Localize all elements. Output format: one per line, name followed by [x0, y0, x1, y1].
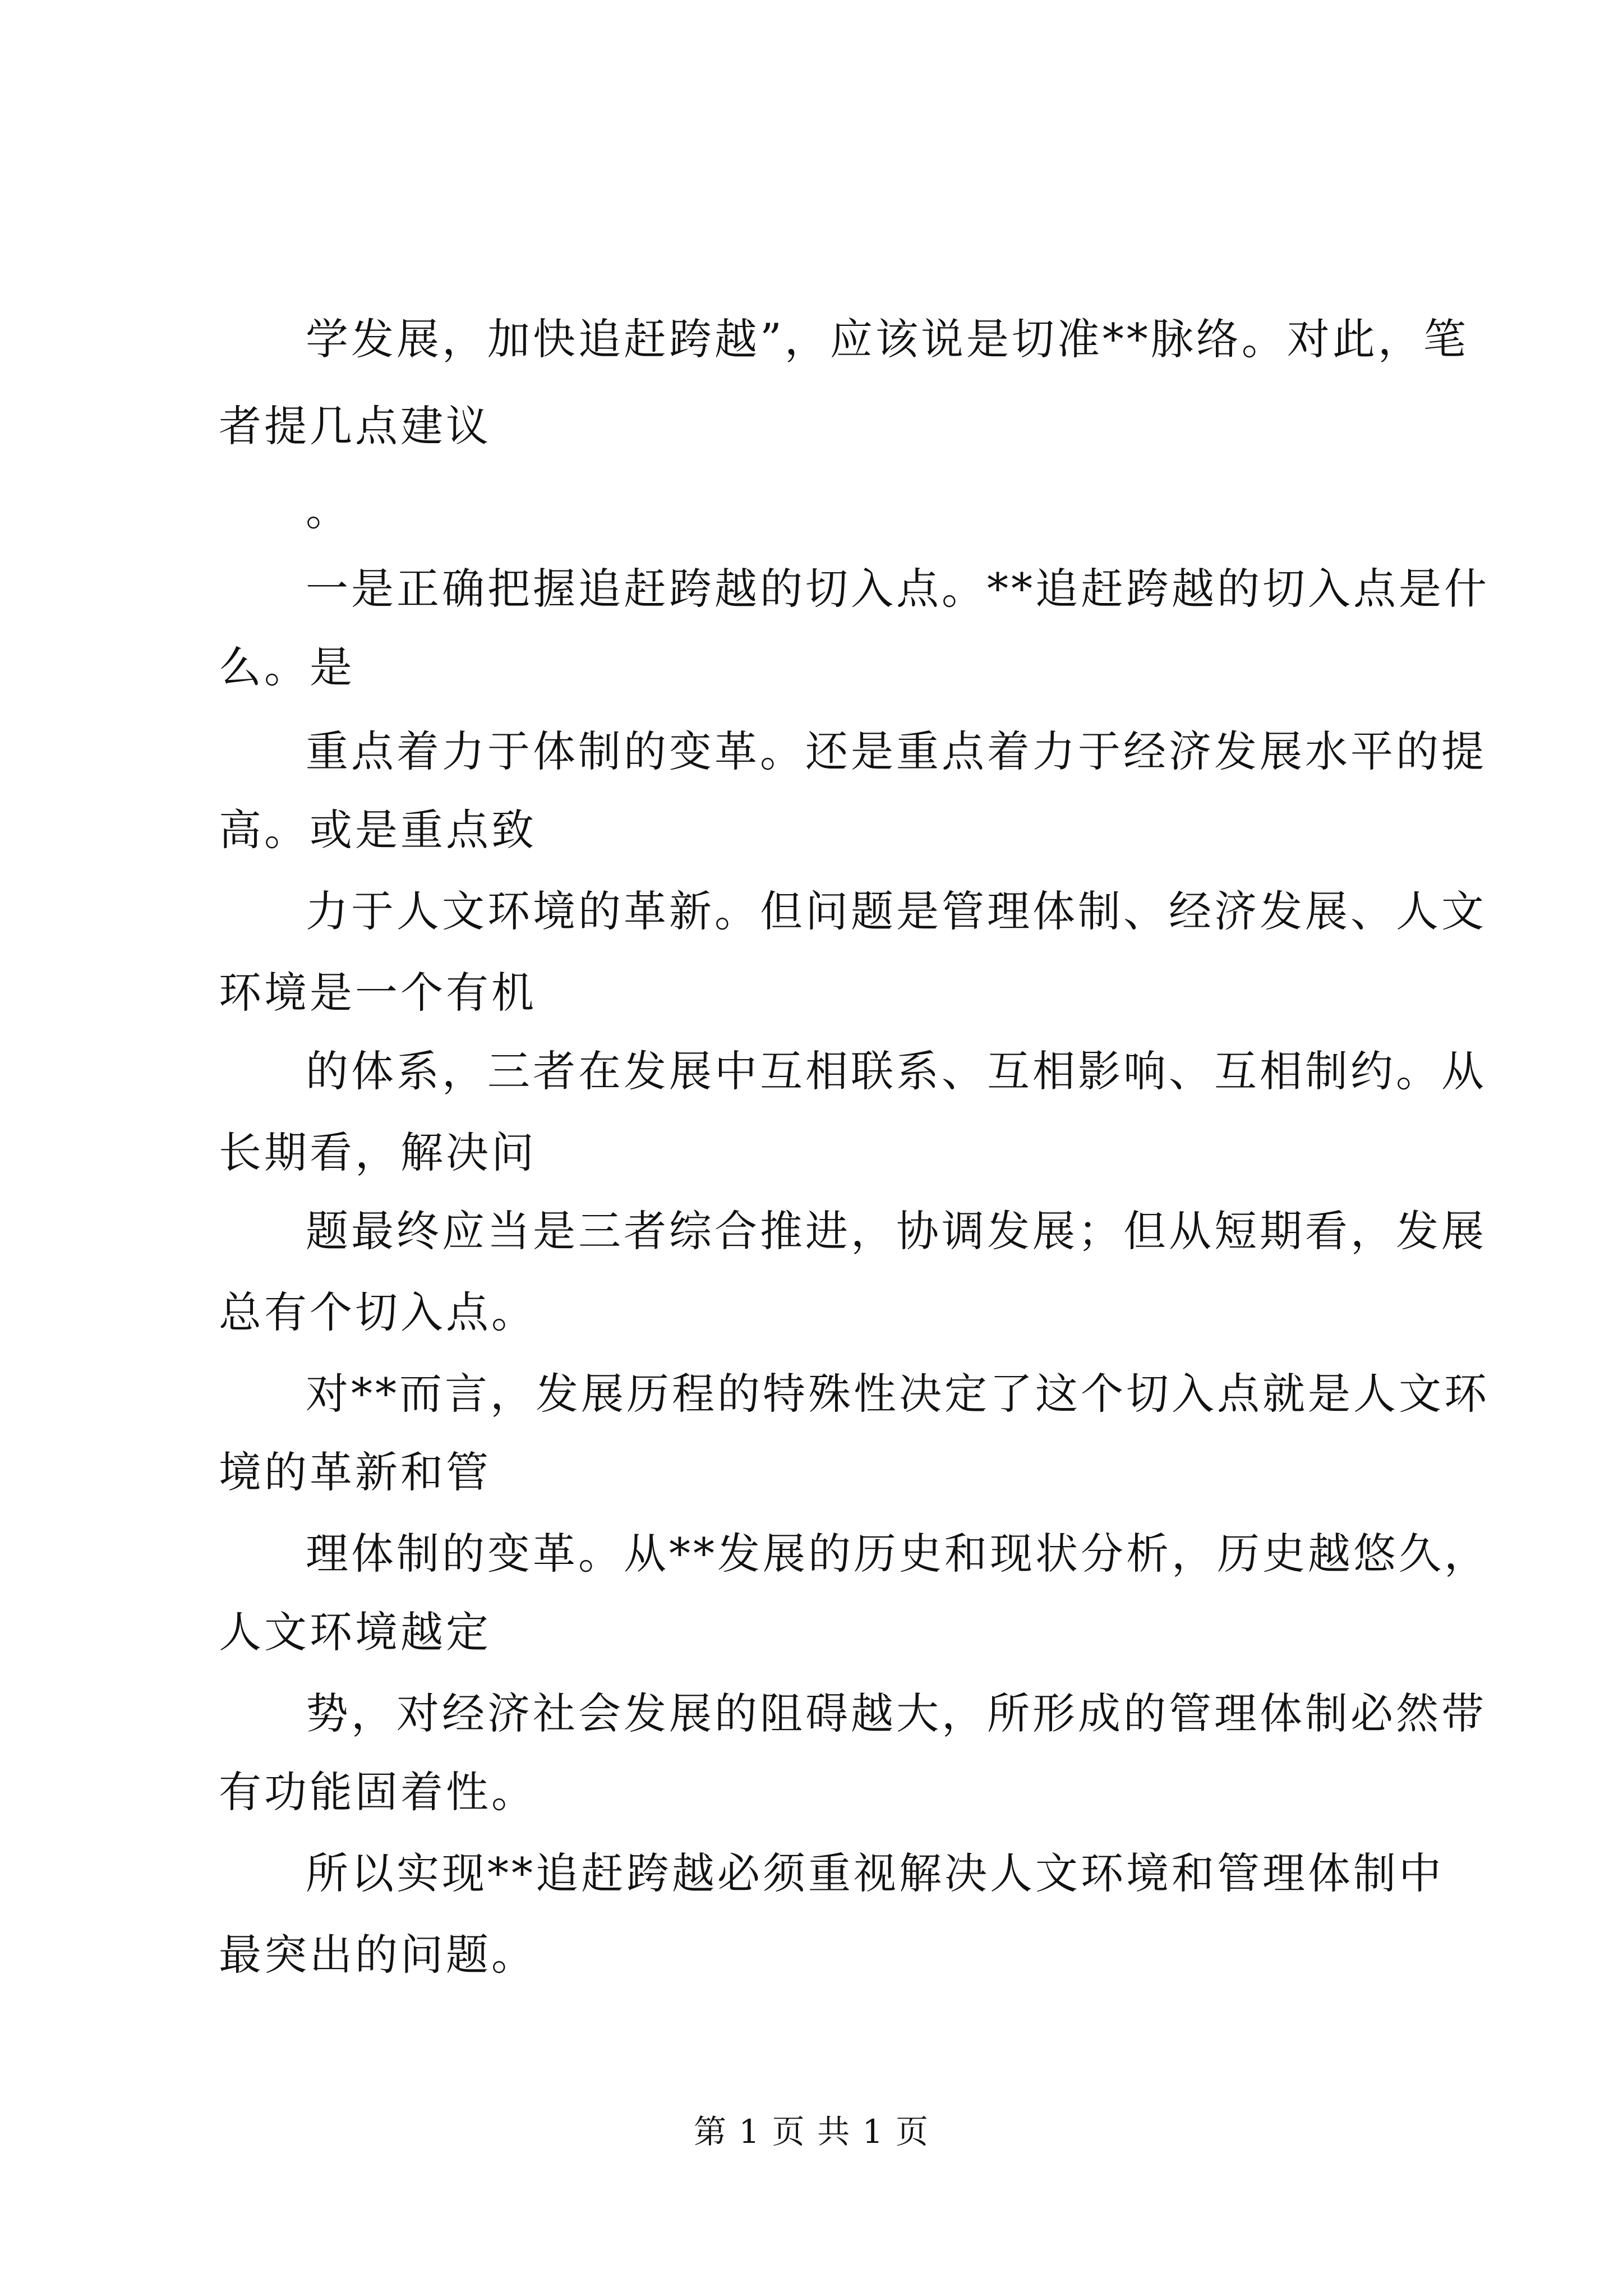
text-line: 有功能固着性。 [219, 1767, 537, 1817]
text-line: 的体系，三者在发展中互相联系、互相影响、互相制约。从 [306, 1046, 1487, 1096]
text-line: 高。或是重点致 [219, 805, 537, 855]
text-line: 人文环境越定 [219, 1607, 491, 1657]
text-line: 么。是 [219, 642, 355, 692]
text-line: 长期看，解决问 [219, 1128, 537, 1177]
text-line: 者提几点建议 [219, 401, 491, 451]
text-line: 力于人文环境的革新。但问题是管理体制、经济发展、人文 [306, 886, 1487, 936]
text-line: 总有个切入点。 [219, 1287, 537, 1337]
text-line: 所以实现**追赶跨越必须重视解决人文环境和管理体制中 [306, 1848, 1444, 1898]
text-line: 理体制的变革。从**发展的历史和现状分析，历史越悠久， [306, 1529, 1490, 1579]
text-line: 势，对经济社会发展的阻碍越大，所形成的管理体制必然带 [306, 1688, 1487, 1738]
text-line: 重点着力于体制的变革。还是重点着力于经济发展水平的提 [306, 726, 1487, 776]
text-line: 题最终应当是三者综合推进，协调发展；但从短期看，发展 [306, 1206, 1487, 1256]
page-number-footer: 第 1 页 共 1 页 [694, 2113, 929, 2151]
text-line: 最突出的问题。 [219, 1930, 537, 1980]
text-line: 学发展，加快追赶跨越”，应该说是切准**脉络。对此，笔 [306, 314, 1469, 364]
text-line: 境的革新和管 [219, 1447, 491, 1497]
text-line: 一是正确把握追赶跨越的切入点。**追赶跨越的切入点是什 [306, 564, 1490, 614]
text-line: 环境是一个有机 [219, 968, 537, 1018]
text-line: 对**而言，发展历程的特殊性决定了这个切入点就是人文环 [306, 1369, 1490, 1419]
text-line: 。 [306, 485, 351, 535]
